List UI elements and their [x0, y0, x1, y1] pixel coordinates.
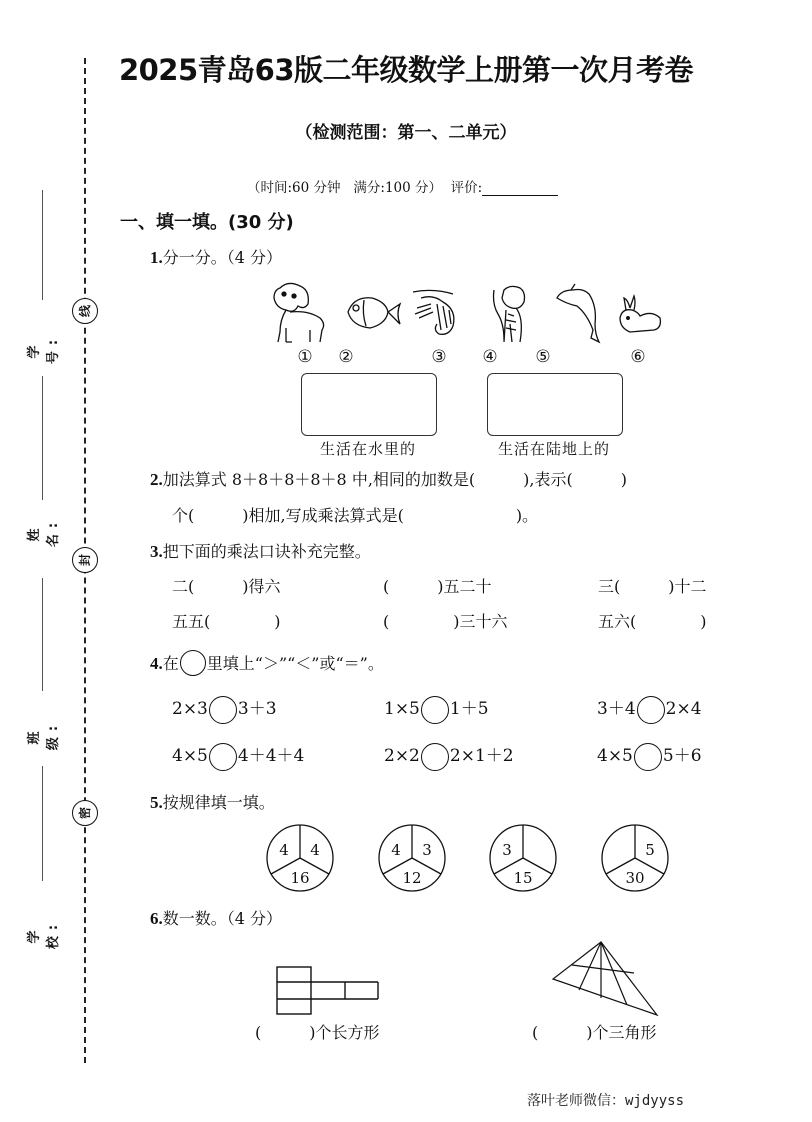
class-underline[interactable]	[42, 578, 43, 691]
rabbit-icon	[620, 296, 660, 332]
compare-circle[interactable]	[637, 696, 665, 724]
question-1	[150, 245, 282, 268]
evaluation-blank[interactable]	[482, 181, 558, 196]
rhyme-item-5[interactable]: ( )三十六	[383, 612, 508, 631]
question-3	[150, 539, 371, 562]
compare-left: 2×3	[172, 699, 208, 719]
water-animals-label: 生活在水里的	[319, 440, 416, 458]
score-info: 满分:100 分）	[353, 180, 443, 196]
question-2	[150, 467, 627, 490]
compare-circle[interactable]	[209, 743, 237, 771]
tiger-icon	[494, 286, 525, 342]
question-number: 2.	[150, 470, 163, 489]
circle-2-top-left: 4	[391, 841, 401, 859]
circle-4-bottom: 30	[625, 869, 645, 887]
fish-icon	[348, 298, 400, 328]
animal-pictures	[268, 280, 668, 346]
compare-item-2	[384, 694, 489, 724]
compare-left: 3＋4	[597, 699, 636, 719]
circle-icon	[180, 650, 206, 676]
evaluation-label: 评价:	[450, 180, 483, 196]
triangle-count-caption[interactable]: ( )个三角形	[532, 1023, 657, 1042]
compare-item-4	[172, 741, 304, 771]
question-text-before: 在	[162, 654, 179, 673]
exam-meta	[247, 176, 558, 196]
rhyme-item-4[interactable]: 五五( )	[172, 612, 281, 631]
compare-circle[interactable]	[634, 743, 662, 771]
question-4	[150, 650, 384, 676]
school-underline[interactable]	[42, 766, 43, 881]
compare-circle[interactable]	[209, 696, 237, 724]
compare-right: 1＋5	[449, 699, 489, 719]
question-number: 1.	[150, 248, 163, 267]
circle-2-top-right: 3	[422, 841, 432, 859]
question-text-after: 里填上“＞”“＜”或“＝”。	[206, 654, 384, 673]
question-number: 6.	[150, 909, 163, 928]
page-title: 2025青岛63版二年级数学上册第一次月考卷	[118, 53, 694, 87]
time-info: （时间:60 分钟	[247, 180, 341, 196]
compare-left: 1×5	[384, 699, 420, 719]
student-id-underline[interactable]	[42, 190, 43, 300]
question-text: 分一分。（4 分）	[162, 248, 283, 267]
seal-secret: 密	[72, 800, 98, 826]
circle-3-top-left: 3	[502, 841, 512, 859]
question-6	[150, 906, 282, 929]
circle-2-bottom: 12	[402, 869, 422, 887]
picture-label-1: ①	[297, 347, 313, 367]
water-animals-box[interactable]	[301, 373, 437, 436]
rectangle-figure	[270, 960, 390, 1020]
rhyme-item-2[interactable]: ( )五二十	[383, 577, 492, 596]
picture-label-2: ②	[338, 347, 354, 367]
question-number: 5.	[150, 793, 163, 812]
question-text: 把下面的乘法口诀补充完整。	[162, 542, 371, 561]
compare-left: 4×5	[597, 746, 633, 766]
question-number: 4.	[150, 654, 163, 673]
rhyme-item-3[interactable]: 三( )十二	[598, 577, 707, 596]
compare-item-3	[597, 694, 702, 724]
compare-item-5	[384, 741, 514, 771]
land-animals-label: 生活在陆地上的	[497, 440, 610, 458]
question-text: 按规律填一填。	[162, 793, 275, 812]
student-id-label: 学号:	[27, 333, 61, 365]
circle-1-top-right: 4	[310, 841, 320, 859]
compare-circle[interactable]	[421, 743, 449, 771]
compare-right: 3＋3	[237, 699, 277, 719]
footer-contact: 落叶老师微信：wjdyyss	[527, 1093, 685, 1109]
circle-1-bottom: 16	[290, 869, 310, 887]
question-5	[150, 790, 275, 813]
question-text: 数一数。（4 分）	[162, 909, 283, 928]
compare-circle[interactable]	[421, 696, 449, 724]
compare-right: 2×1＋2	[449, 746, 514, 766]
compare-item-1	[172, 694, 277, 724]
section-heading: 一、填一填。(30 分)	[120, 212, 294, 233]
compare-right: 4＋4＋4	[237, 746, 305, 766]
circle-4-top-right: 5	[645, 841, 655, 859]
picture-label-6: ⑥	[630, 347, 646, 367]
pattern-circles	[260, 820, 680, 900]
question-number: 3.	[150, 542, 163, 561]
compare-right: 2×4	[665, 699, 702, 719]
page-subtitle: （检测范围：第一、二单元）	[295, 123, 517, 143]
triangle-figure	[545, 935, 675, 1025]
dolphin-icon	[557, 284, 599, 342]
name-label: 姓名:	[27, 516, 61, 548]
name-underline[interactable]	[42, 376, 43, 500]
compare-left: 2×2	[384, 746, 420, 766]
school-label: 学校:	[27, 918, 61, 950]
rhyme-item-1[interactable]: 二( )得六	[172, 577, 281, 596]
seal-line: 线	[72, 298, 98, 324]
picture-label-3: ③	[431, 347, 447, 367]
picture-label-4: ④	[482, 347, 498, 367]
shrimp-icon	[413, 290, 454, 334]
compare-left: 4×5	[172, 746, 208, 766]
class-label: 班级:	[27, 719, 61, 751]
circle-1-top-left: 4	[279, 841, 289, 859]
seal-seal: 封	[72, 547, 98, 573]
circle-3-bottom: 15	[513, 869, 533, 887]
land-animals-box[interactable]	[487, 373, 623, 436]
question-text-line1: 加法算式 8＋8＋8＋8＋8 中,相同的加数是( ),表示( )	[162, 470, 627, 489]
rhyme-item-6[interactable]: 五六( )	[598, 612, 707, 631]
question-2-line2: 个( )相加,写成乘法算式是( )。	[172, 506, 539, 525]
rectangle-count-caption[interactable]: ( )个长方形	[255, 1023, 380, 1042]
dog-icon	[274, 283, 324, 342]
compare-item-6	[597, 741, 702, 771]
compare-right: 5＋6	[662, 746, 702, 766]
picture-label-5: ⑤	[535, 347, 551, 367]
